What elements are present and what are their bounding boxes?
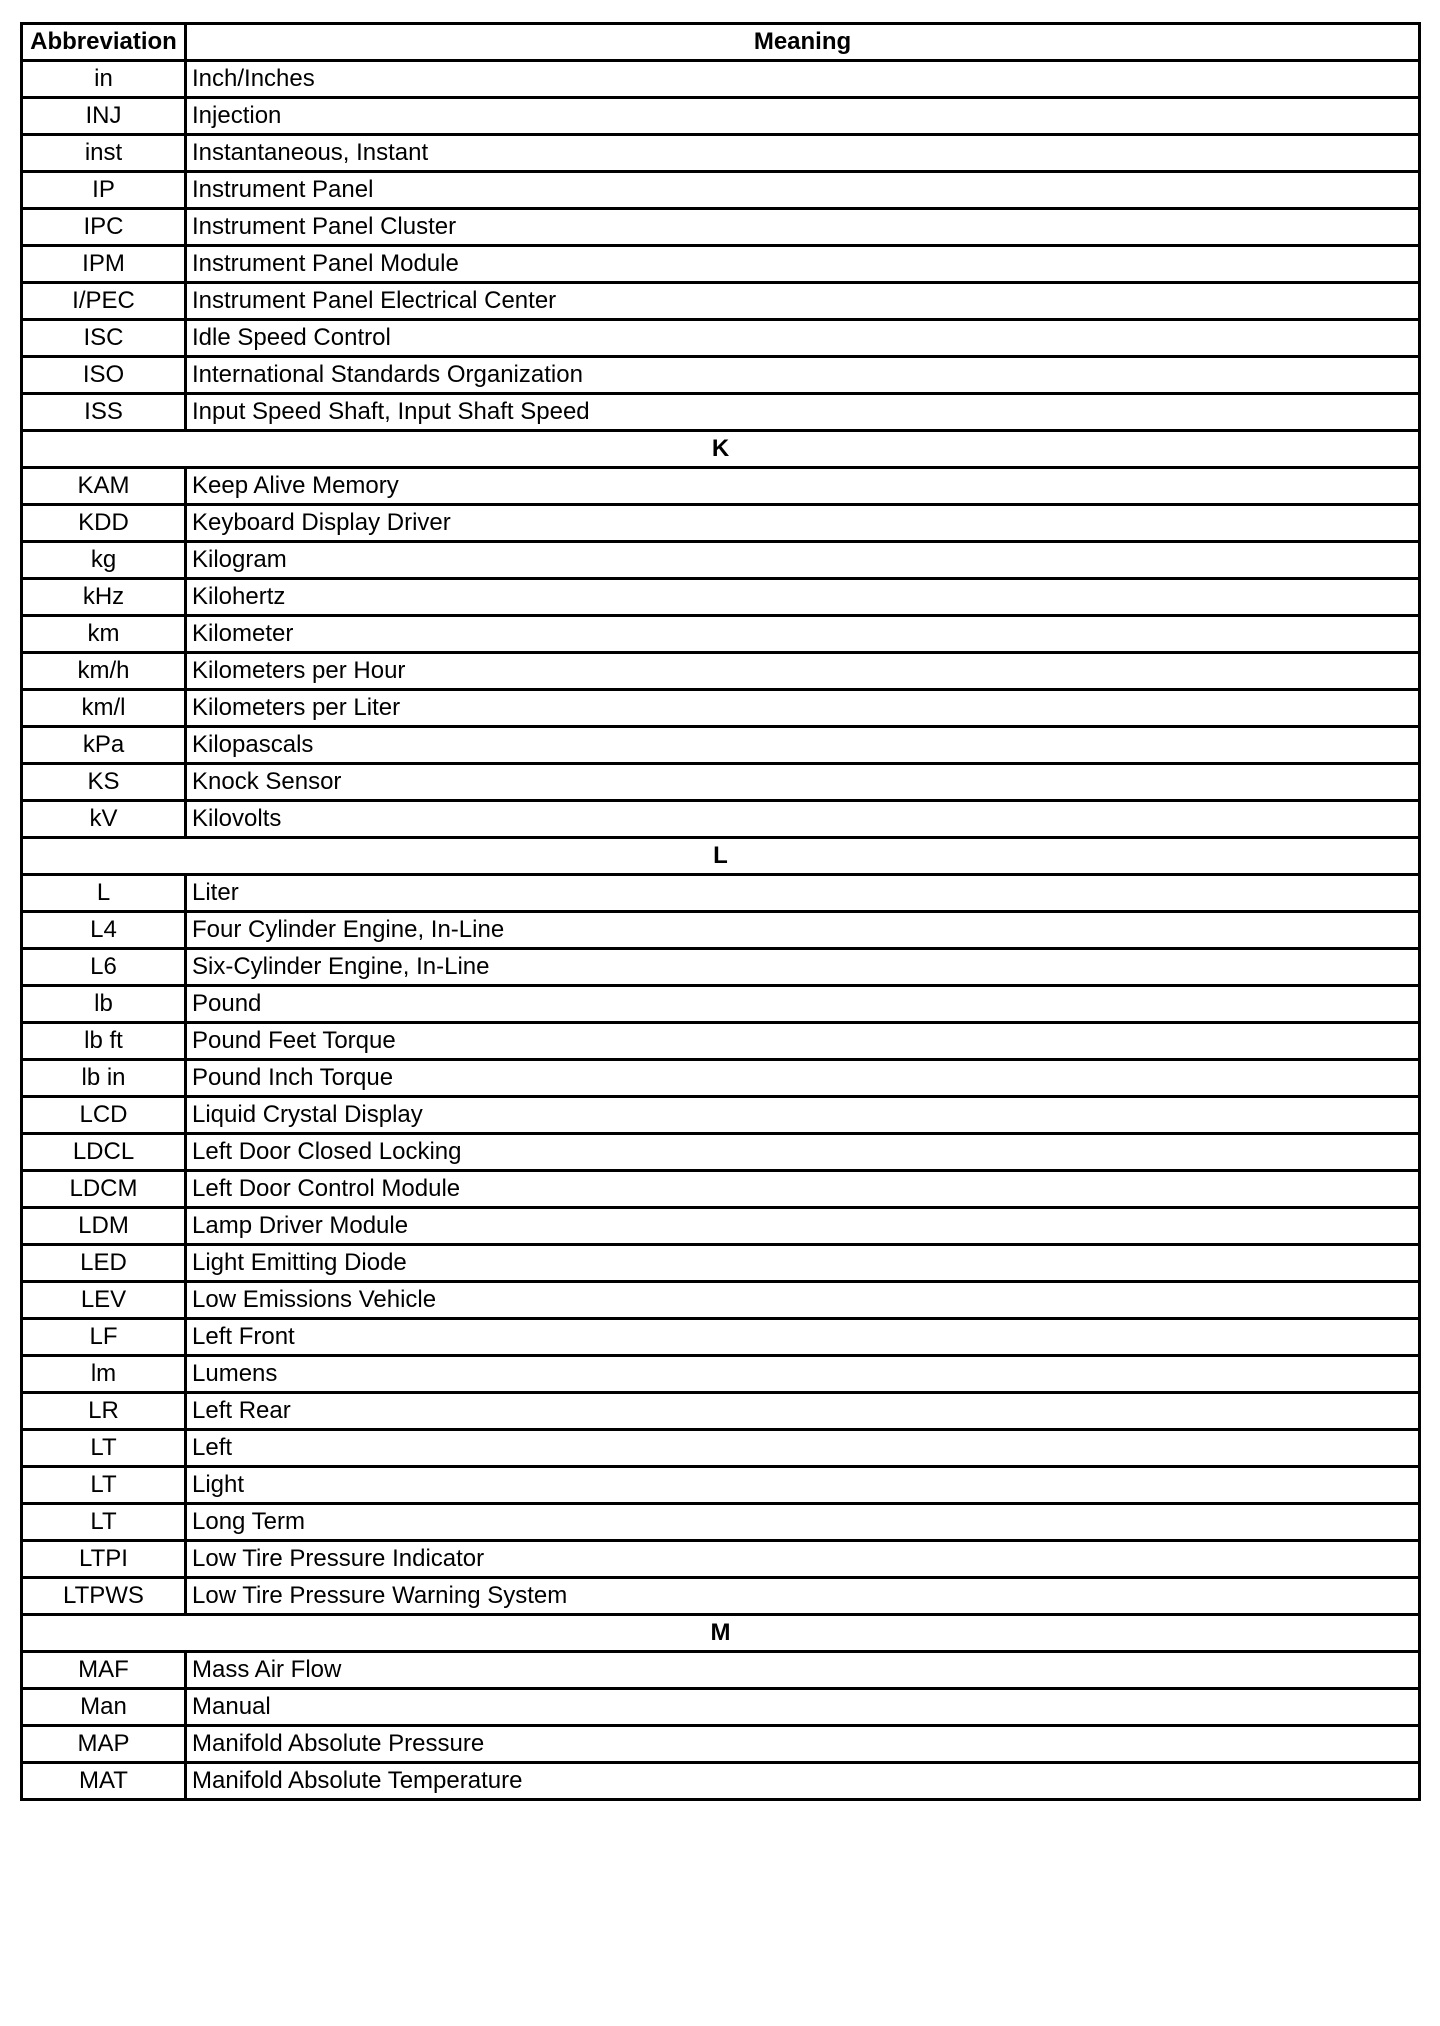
meaning-cell: Left Front: [186, 1319, 1420, 1356]
table-header-row: [22, 24, 1420, 61]
table-row: [22, 1060, 1420, 1097]
table-row: [22, 1171, 1420, 1208]
table-row: [22, 61, 1420, 98]
table-row: [22, 1134, 1420, 1171]
table-row: [22, 1208, 1420, 1245]
section-header-row: [22, 431, 1420, 468]
abbreviation-cell: LDM: [22, 1208, 186, 1245]
abbreviation-cell: in: [22, 61, 186, 98]
table-row: [22, 727, 1420, 764]
meaning-cell: Kilometers per Hour: [186, 653, 1420, 690]
table-row: [22, 1541, 1420, 1578]
table-row: [22, 949, 1420, 986]
meaning-cell: Input Speed Shaft, Input Shaft Speed: [186, 394, 1420, 431]
meaning-cell: Light Emitting Diode: [186, 1245, 1420, 1282]
abbreviation-cell: km/h: [22, 653, 186, 690]
meaning-cell: Low Tire Pressure Warning System: [186, 1578, 1420, 1615]
table-row: [22, 1245, 1420, 1282]
table-row: [22, 579, 1420, 616]
abbreviation-cell: ISC: [22, 320, 186, 357]
table-row: [22, 320, 1420, 357]
table-row: [22, 1689, 1420, 1726]
abbreviation-cell: km: [22, 616, 186, 653]
table-row: [22, 172, 1420, 209]
meaning-cell: Four Cylinder Engine, In-Line: [186, 912, 1420, 949]
abbreviation-cell: MAF: [22, 1652, 186, 1689]
section-header-row: [22, 838, 1420, 875]
abbreviation-cell: LTPI: [22, 1541, 186, 1578]
meaning-cell: Kilometers per Liter: [186, 690, 1420, 727]
abbreviation-cell: inst: [22, 135, 186, 172]
abbreviation-cell: IPC: [22, 209, 186, 246]
abbreviation-cell: KAM: [22, 468, 186, 505]
meaning-cell: Instrument Panel Module: [186, 246, 1420, 283]
table-row: [22, 1652, 1420, 1689]
abbreviation-cell: Man: [22, 1689, 186, 1726]
abbreviation-cell: ISS: [22, 394, 186, 431]
table-row: [22, 690, 1420, 727]
meaning-cell: Manifold Absolute Pressure: [186, 1726, 1420, 1763]
meaning-cell: International Standards Organization: [186, 357, 1420, 394]
table-row: [22, 1578, 1420, 1615]
abbreviation-cell: IP: [22, 172, 186, 209]
meaning-cell: Lumens: [186, 1356, 1420, 1393]
meaning-cell: Kilometer: [186, 616, 1420, 653]
abbreviation-cell: LT: [22, 1430, 186, 1467]
table-row: [22, 283, 1420, 320]
table-row: [22, 801, 1420, 838]
abbreviation-cell: KDD: [22, 505, 186, 542]
table-row: [22, 1430, 1420, 1467]
table-row: [22, 653, 1420, 690]
table-row: [22, 1097, 1420, 1134]
abbreviation-cell: kV: [22, 801, 186, 838]
meaning-cell: Manifold Absolute Temperature: [186, 1763, 1420, 1800]
table-row: [22, 1726, 1420, 1763]
table-row: [22, 357, 1420, 394]
abbreviation-cell: kg: [22, 542, 186, 579]
abbreviation-cell: INJ: [22, 98, 186, 135]
abbreviation-cell: ISO: [22, 357, 186, 394]
meaning-cell: Mass Air Flow: [186, 1652, 1420, 1689]
section-letter: K: [22, 431, 1420, 468]
abbreviation-cell: lb in: [22, 1060, 186, 1097]
table-row: [22, 1763, 1420, 1800]
table-row: [22, 468, 1420, 505]
abbreviation-cell: L: [22, 875, 186, 912]
meaning-cell: Left: [186, 1430, 1420, 1467]
meaning-cell: Left Door Control Module: [186, 1171, 1420, 1208]
meaning-cell: Instrument Panel Electrical Center: [186, 283, 1420, 320]
meaning-cell: Manual: [186, 1689, 1420, 1726]
abbreviation-column-header: Abbreviation: [22, 24, 186, 61]
abbreviation-cell: LT: [22, 1504, 186, 1541]
abbreviation-cell: IPM: [22, 246, 186, 283]
abbreviation-cell: LDCL: [22, 1134, 186, 1171]
meaning-cell: Liter: [186, 875, 1420, 912]
abbreviation-cell: LEV: [22, 1282, 186, 1319]
meaning-cell: Kilogram: [186, 542, 1420, 579]
table-row: [22, 1504, 1420, 1541]
table-row: [22, 986, 1420, 1023]
meaning-cell: Inch/Inches: [186, 61, 1420, 98]
table-row: [22, 1282, 1420, 1319]
abbreviation-cell: km/l: [22, 690, 186, 727]
abbreviation-cell: LT: [22, 1467, 186, 1504]
abbreviation-cell: kHz: [22, 579, 186, 616]
abbreviation-cell: I/PEC: [22, 283, 186, 320]
meaning-cell: Six-Cylinder Engine, In-Line: [186, 949, 1420, 986]
meaning-cell: Lamp Driver Module: [186, 1208, 1420, 1245]
meaning-column-header: Meaning: [186, 24, 1420, 61]
meaning-cell: Instrument Panel: [186, 172, 1420, 209]
table-row: [22, 98, 1420, 135]
meaning-cell: Light: [186, 1467, 1420, 1504]
table-row: [22, 616, 1420, 653]
table-row: [22, 1319, 1420, 1356]
section-letter: L: [22, 838, 1420, 875]
meaning-cell: Injection: [186, 98, 1420, 135]
meaning-cell: Left Rear: [186, 1393, 1420, 1430]
abbreviation-cell: lb: [22, 986, 186, 1023]
abbreviation-cell: KS: [22, 764, 186, 801]
meaning-cell: Kilopascals: [186, 727, 1420, 764]
abbreviation-cell: L6: [22, 949, 186, 986]
abbreviation-cell: lm: [22, 1356, 186, 1393]
meaning-cell: Low Emissions Vehicle: [186, 1282, 1420, 1319]
meaning-cell: Pound Feet Torque: [186, 1023, 1420, 1060]
table-row: [22, 542, 1420, 579]
meaning-cell: Low Tire Pressure Indicator: [186, 1541, 1420, 1578]
abbreviation-table: [20, 22, 1421, 1801]
abbreviation-cell: LED: [22, 1245, 186, 1282]
meaning-cell: Kilohertz: [186, 579, 1420, 616]
abbreviation-cell: LR: [22, 1393, 186, 1430]
abbreviation-cell: kPa: [22, 727, 186, 764]
table-row: [22, 394, 1420, 431]
table-row: [22, 1393, 1420, 1430]
table-row: [22, 135, 1420, 172]
meaning-cell: Liquid Crystal Display: [186, 1097, 1420, 1134]
abbreviation-cell: LTPWS: [22, 1578, 186, 1615]
abbreviation-cell: LF: [22, 1319, 186, 1356]
meaning-cell: Knock Sensor: [186, 764, 1420, 801]
table-row: [22, 505, 1420, 542]
meaning-cell: Instrument Panel Cluster: [186, 209, 1420, 246]
table-row: [22, 1023, 1420, 1060]
section-letter: M: [22, 1615, 1420, 1652]
table-row: [22, 1467, 1420, 1504]
table-row: [22, 764, 1420, 801]
section-header-row: [22, 1615, 1420, 1652]
meaning-cell: Pound: [186, 986, 1420, 1023]
abbreviation-cell: MAT: [22, 1763, 186, 1800]
abbreviation-cell: LCD: [22, 1097, 186, 1134]
meaning-cell: Keyboard Display Driver: [186, 505, 1420, 542]
table-row: [22, 875, 1420, 912]
table-row: [22, 1356, 1420, 1393]
table-row: [22, 246, 1420, 283]
abbreviation-cell: LDCM: [22, 1171, 186, 1208]
meaning-cell: Kilovolts: [186, 801, 1420, 838]
meaning-cell: Long Term: [186, 1504, 1420, 1541]
abbreviation-cell: L4: [22, 912, 186, 949]
meaning-cell: Keep Alive Memory: [186, 468, 1420, 505]
abbreviation-cell: lb ft: [22, 1023, 186, 1060]
abbreviation-cell: MAP: [22, 1726, 186, 1763]
meaning-cell: Instantaneous, Instant: [186, 135, 1420, 172]
table-body: [22, 61, 1420, 1800]
meaning-cell: Idle Speed Control: [186, 320, 1420, 357]
table-row: [22, 209, 1420, 246]
meaning-cell: Left Door Closed Locking: [186, 1134, 1420, 1171]
meaning-cell: Pound Inch Torque: [186, 1060, 1420, 1097]
table-row: [22, 912, 1420, 949]
